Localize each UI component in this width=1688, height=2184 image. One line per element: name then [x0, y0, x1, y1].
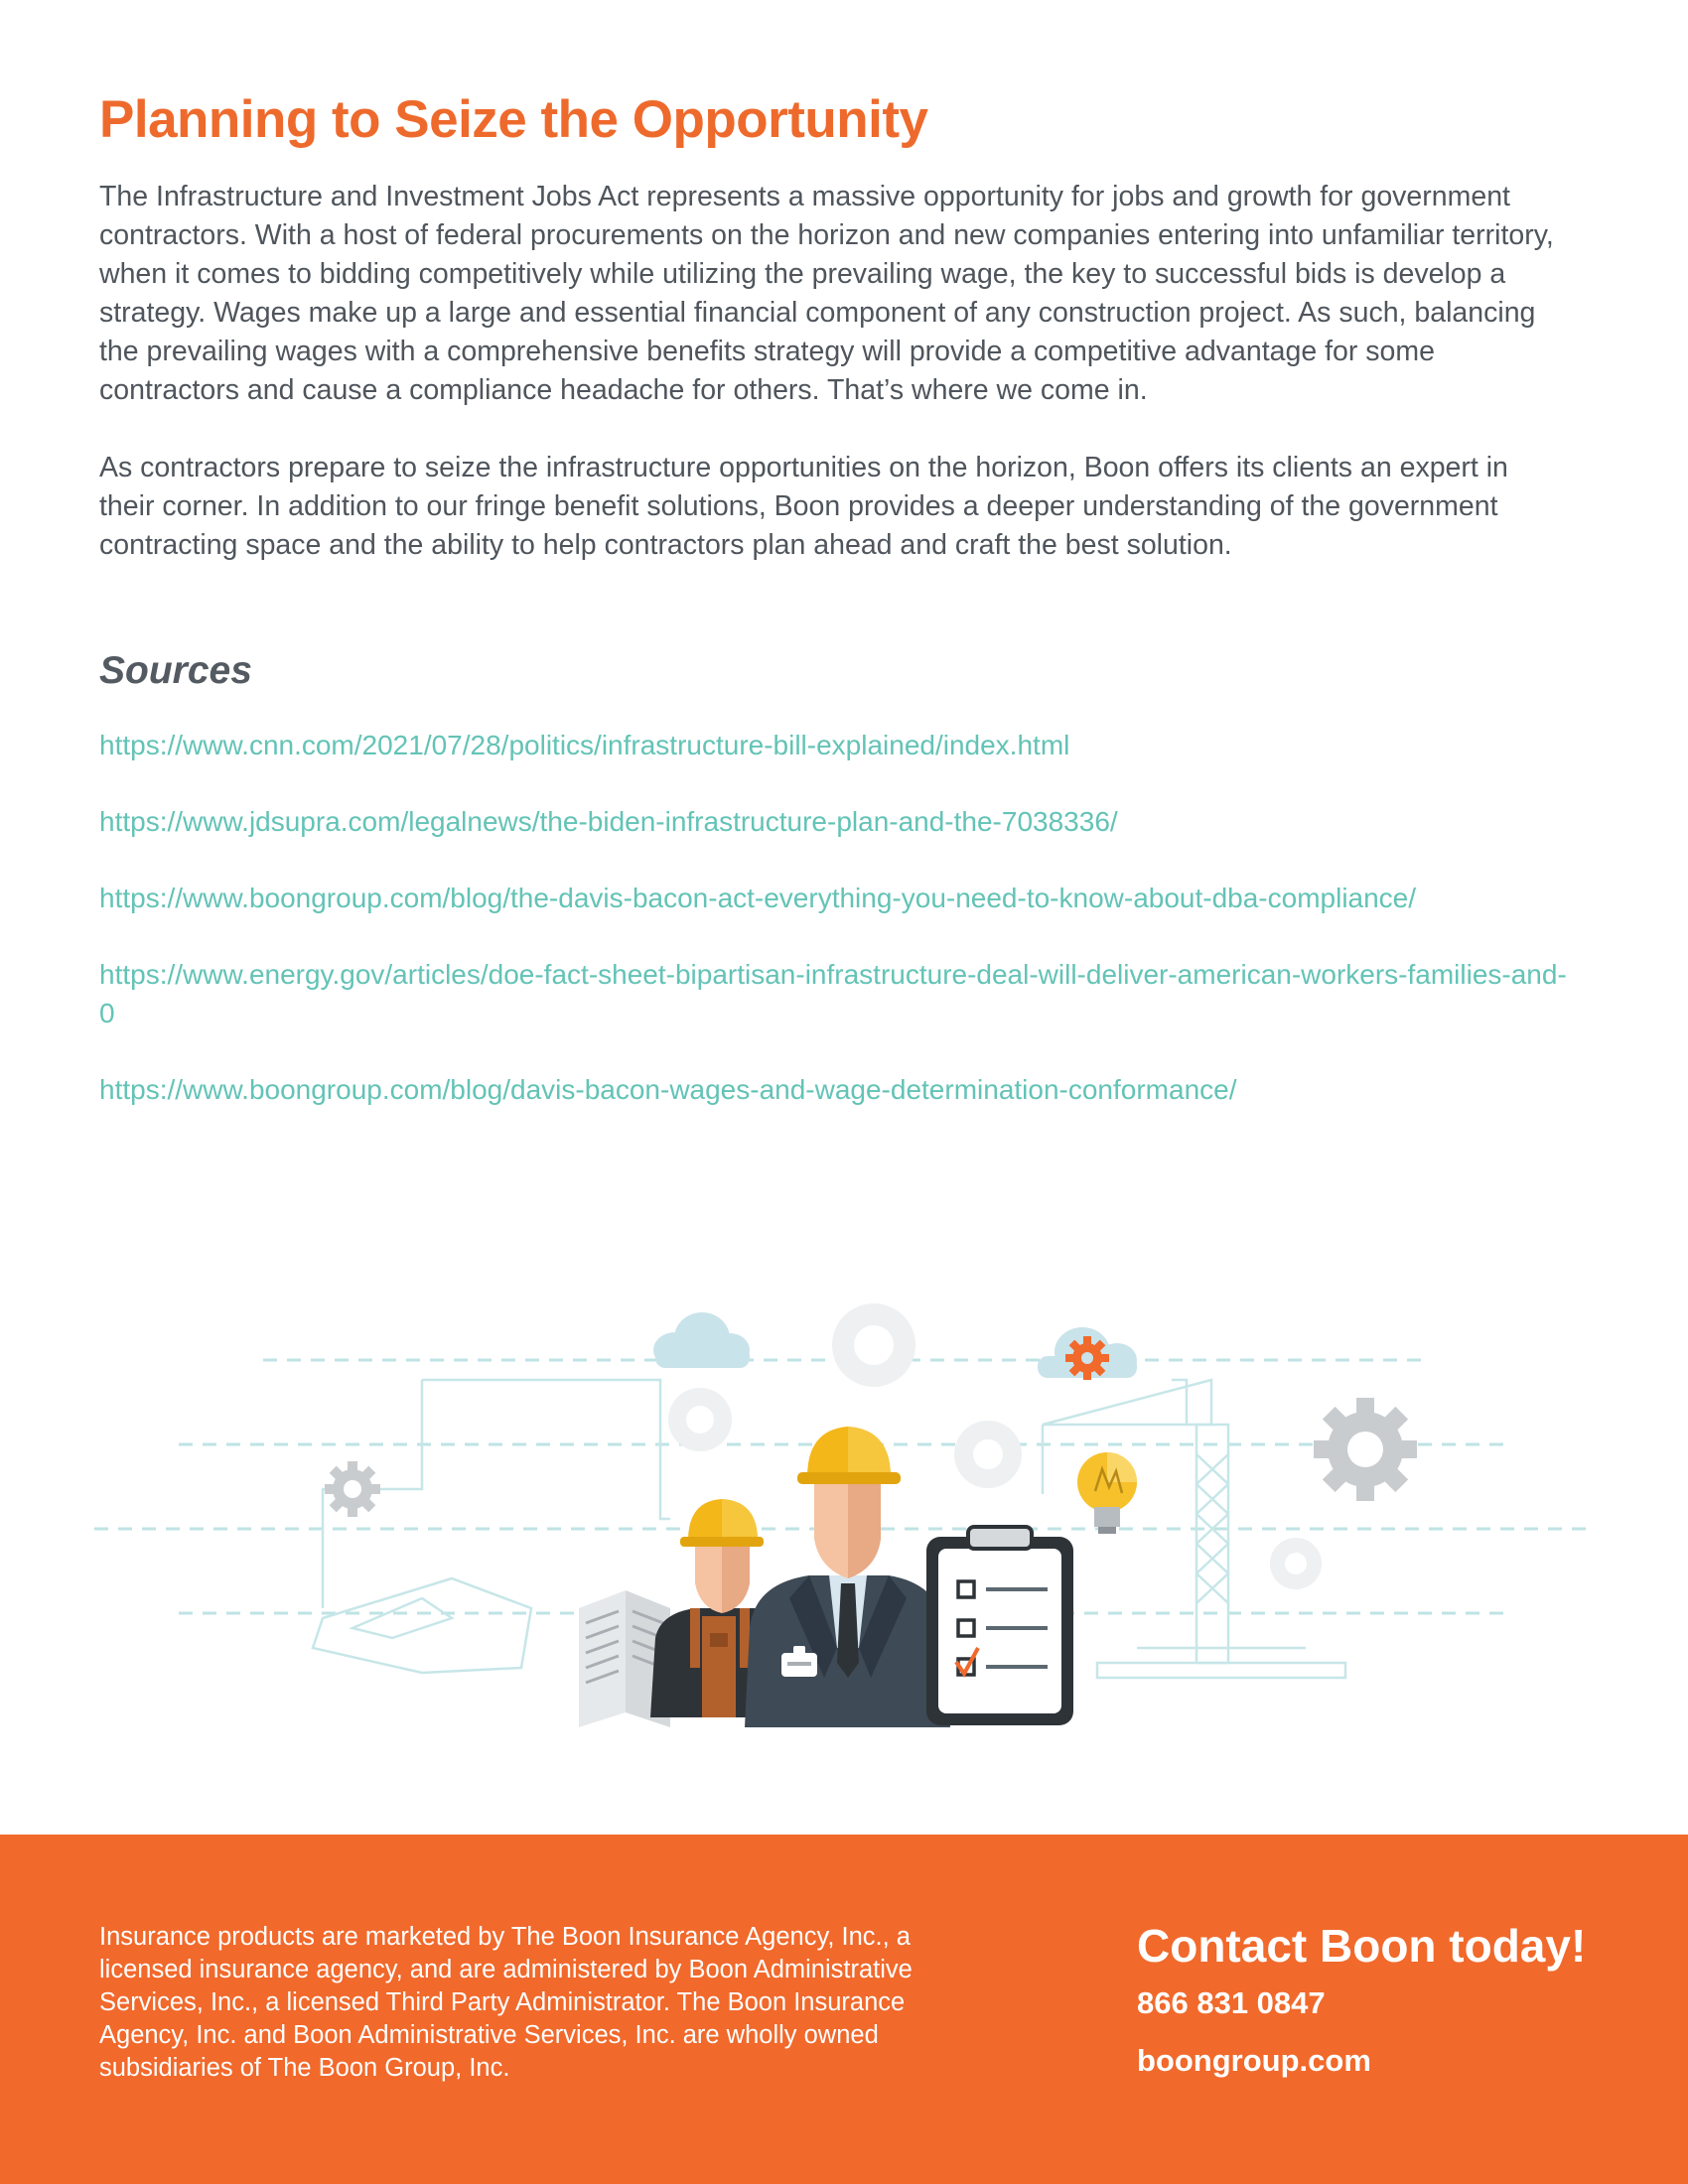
intro-paragraph: The Infrastructure and Investment Jobs Act represents a massive opportunity for jobs and growth for government contractors. With a host of federal procurements on the horizon and new companies entering into unfamiliar territory, when it comes to bidding competitively while utilizing the prevailing wage, the key to successful bids is develop a strategy. Wages make up a large and essential financial component of any construction project. As such, balancing the prevailing wages with a comprehensive benefits strategy will provide a competitive advantage for some contractors and cause a compliance headache for others. That’s where we come in. — [99, 181, 1554, 406]
sources-list — [99, 726, 1589, 1109]
source-link-boon-wages[interactable]: https://www.boongroup.com/blog/davis-bacon-wages-and-wage-determination-conformance/ — [99, 1074, 1237, 1105]
engineer-icon — [745, 1427, 950, 1727]
cloud-icon — [653, 1312, 750, 1368]
source-link-jdsupra[interactable]: https://www.jdsupra.com/legalnews/the-biden-infrastructure-plan-and-the-7038336/ — [99, 806, 1118, 837]
gear-icon — [1314, 1398, 1417, 1501]
contact-heading: Contact Boon today! — [1137, 1920, 1587, 1972]
source-link-cnn[interactable]: https://www.cnn.com/2021/07/28/politics/infrastructure-bill-explained/index.html — [99, 730, 1070, 760]
gear-icon — [325, 1461, 380, 1517]
clipboard-checklist-icon — [926, 1527, 1073, 1725]
source-link-energy-gov[interactable]: https://www.energy.gov/articles/doe-fact-sheet-bipartisan-infrastructure-deal-will-deliver-american-workers-families-and-0 — [99, 959, 1567, 1028]
legal-disclaimer: Insurance products are marketed by The Boon Insurance Agency, Inc., a licensed insurance agency, and are administered by Boon Administrative Services, Inc., a licensed Third Party Administrator. The Boon Insurance Agency, Inc. and Boon Administrative Services, Inc. are wholly owned subsidiaries of The Boon Group, Inc. — [99, 1923, 913, 2082]
construction-illustration — [94, 1281, 1594, 1737]
footer-banner — [0, 1835, 1688, 2184]
sources-heading: Sources — [99, 649, 252, 692]
lightbulb-icon — [1077, 1452, 1137, 1534]
gear-icon — [1065, 1336, 1109, 1380]
source-link-boon-dba[interactable]: https://www.boongroup.com/blog/the-davis-bacon-act-everything-you-need-to-know-about-dba-compliance/ — [99, 883, 1417, 913]
website-link[interactable]: boongroup.com — [1137, 2043, 1371, 2078]
phone-number[interactable]: 866 831 0847 — [1137, 1985, 1326, 2020]
contact-block — [1137, 1918, 1653, 2081]
cloud-gear-icon — [1038, 1327, 1137, 1380]
boon-paragraph: As contractors prepare to seize the infrastructure opportunities on the horizon, Boon offers its clients an expert in their corner. In addition to our fringe benefit solutions, Boon provides a deeper understanding of the government contracting space and the ability to help contractors plan ahead and craft the best solution. — [99, 452, 1508, 561]
main-content — [99, 84, 1589, 1147]
page-title: Planning to Seize the Opportunity — [99, 90, 928, 149]
